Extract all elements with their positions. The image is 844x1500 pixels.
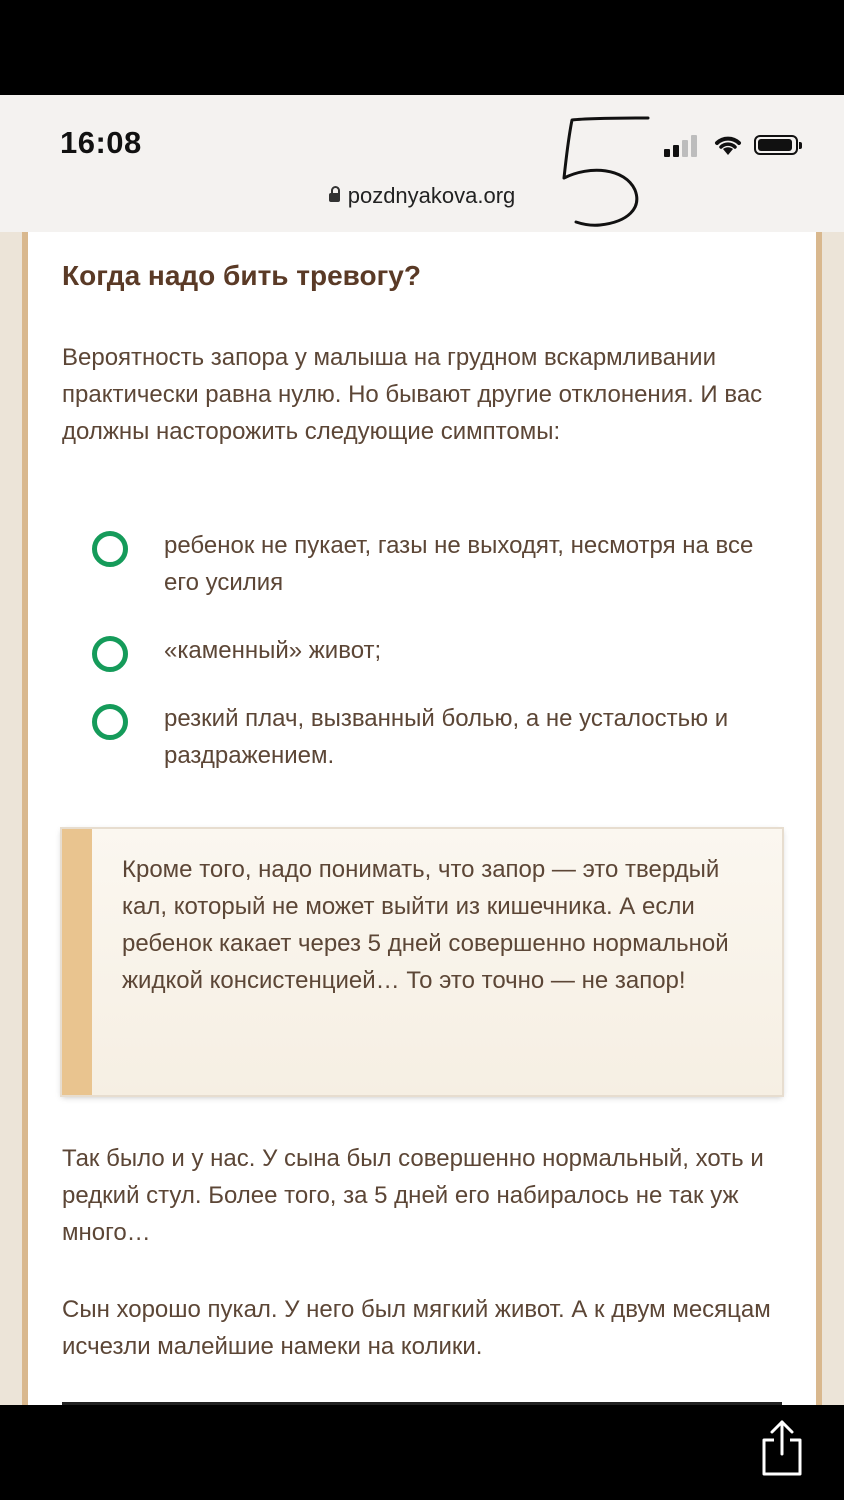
wifi-icon — [712, 131, 744, 157]
lock-icon — [329, 193, 340, 202]
quote-stripe — [62, 829, 92, 1095]
status-time: 16:08 — [60, 125, 142, 160]
bottom-toolbar — [0, 1405, 844, 1500]
quote-box — [62, 829, 782, 1095]
handwritten-annotation — [550, 110, 660, 235]
circle-bullet-icon — [92, 531, 128, 567]
page-content — [0, 232, 844, 1405]
symptom-list — [92, 527, 792, 774]
browser-header — [0, 95, 844, 233]
share-icon[interactable] — [760, 1418, 804, 1478]
quote-text: Кроме того, надо понимать, что запор — это твердый кал, который не может выйти из кишечника. А если ребенок какает через 5 дней совершенно нормальной жидкой консистенцией… То это точно — не запор! — [122, 856, 729, 994]
circle-bullet-icon — [92, 636, 128, 672]
battery-icon — [754, 135, 798, 155]
url-text: pozdnyakova.org — [347, 183, 516, 208]
article-heading: Когда надо бить тревогу? — [62, 260, 421, 291]
intro-paragraph: Вероятность запора у малыша на грудном вскармливании практически равна нулю. Но бывают другие отклонения. И вас должны насторожить следующие симптомы: — [62, 344, 763, 445]
paragraph-3: Сын хорошо пукал. У него был мягкий живот. А к двум месяцам исчезли малейшие намеки на колики. — [62, 1296, 771, 1360]
list-item: резкий плач, вызванный болью, а не усталостью и раздражением. — [92, 700, 792, 774]
paragraph-2: Так было и у нас. У сына был совершенно нормальный, хоть и редкий стул. Более того, за 5 дней его набиралось не так уж много… — [62, 1145, 764, 1246]
address-bar[interactable] — [0, 183, 844, 209]
list-item: «каменный» живот; — [92, 632, 792, 669]
list-item: ребенок не пукает, газы не выходят, несмотря на все его усилия — [92, 527, 792, 601]
circle-bullet-icon — [92, 704, 128, 740]
top-bezel — [0, 0, 844, 95]
signal-icon — [664, 135, 704, 157]
